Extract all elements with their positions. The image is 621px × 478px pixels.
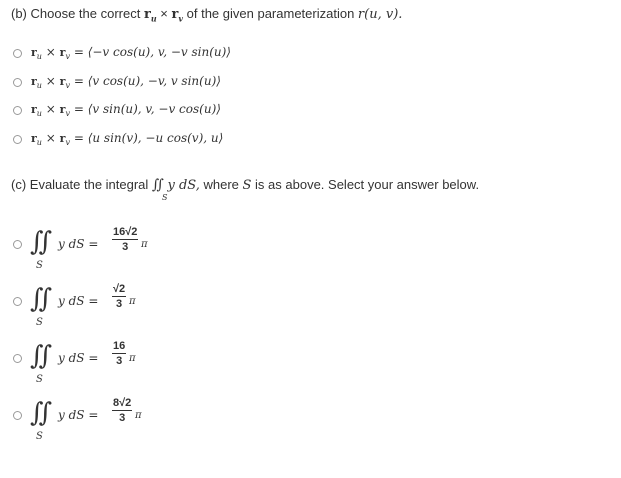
option-c-2-radio[interactable]: [13, 297, 22, 306]
integrand: y dS =: [58, 294, 99, 308]
fraction-denominator: 3: [116, 355, 123, 367]
integrand: y dS =: [58, 408, 99, 422]
part-c-label-end: is as above. Select your answer below.: [255, 177, 480, 192]
part-b-label-mid: of the given parameterization: [186, 6, 355, 21]
option-b-3-radio[interactable]: [13, 106, 22, 115]
part-c-label-mid: where: [203, 177, 239, 192]
fraction-numerator: √2: [113, 283, 126, 295]
double-integral-symbol: ∬: [30, 227, 44, 257]
part-c-question: [11, 177, 479, 193]
answer-fraction: [112, 397, 132, 424]
option-b-3-text: $r_u \times r_v$ = ⟨v sin(u), v, −v cos(u)⟩: [31, 102, 221, 118]
double-integral-symbol: ∬: [30, 284, 44, 314]
fraction-numerator: 16: [113, 340, 126, 352]
answer-fraction: [112, 283, 126, 310]
integral-subscript-s: S: [36, 317, 43, 328]
double-integral-symbol: ∬: [30, 398, 44, 428]
fraction-denominator: 3: [116, 298, 123, 310]
fraction-numerator: 16√2: [113, 226, 138, 238]
double-integral-inline: ∬: [151, 177, 164, 193]
integral-subscript-s: S: [36, 431, 43, 442]
answer-fraction: [112, 340, 126, 367]
param-expression: r(u, v).: [357, 7, 403, 22]
integrand: y dS =: [58, 237, 99, 251]
option-b-2-radio[interactable]: [13, 78, 22, 87]
ru-symbol: $r_u$: [143, 7, 157, 24]
option-b-1-radio[interactable]: [13, 49, 22, 58]
integrand: y dS =: [58, 351, 99, 365]
double-integral-symbol: ∬: [30, 341, 44, 371]
pi-symbol: π: [141, 239, 148, 250]
fraction-denominator: 3: [122, 241, 129, 253]
answer-fraction: [112, 226, 138, 253]
pi-symbol: π: [135, 410, 142, 421]
option-b-4-text: $r_u \times r_v$ = ⟨u sin(v), −u cos(v), u⟩: [31, 131, 224, 147]
option-c-3-radio[interactable]: [13, 354, 22, 363]
surface-s: S: [242, 178, 252, 193]
inline-integral-subscript-s: S: [162, 193, 168, 202]
pi-symbol: π: [129, 353, 136, 364]
option-b-4-radio[interactable]: [13, 135, 22, 144]
pi-symbol: π: [129, 296, 136, 307]
option-c-1-radio[interactable]: [13, 240, 22, 249]
option-b-1-text: $r_u \times r_v$ = ⟨−v cos(u), v, −v sin(u)⟩: [31, 45, 231, 61]
part-b-label: (b) Choose the correct: [11, 6, 141, 21]
part-c-label: (c) Evaluate the integral: [11, 177, 149, 192]
option-b-2-text: $r_u \times r_v$ = ⟨v cos(u), −v, v sin(u)⟩: [31, 74, 221, 90]
rv-symbol: $r_v$: [171, 7, 184, 24]
option-c-4-radio[interactable]: [13, 411, 22, 420]
fraction-denominator: 3: [119, 412, 126, 424]
fraction-numerator: 8√2: [113, 397, 132, 409]
integral-subscript-s: S: [36, 374, 43, 385]
times-symbol: ×: [160, 6, 168, 21]
integrand-inline: y dS,: [167, 178, 200, 193]
integral-subscript-s: S: [36, 260, 43, 271]
part-b-question: [11, 6, 402, 24]
